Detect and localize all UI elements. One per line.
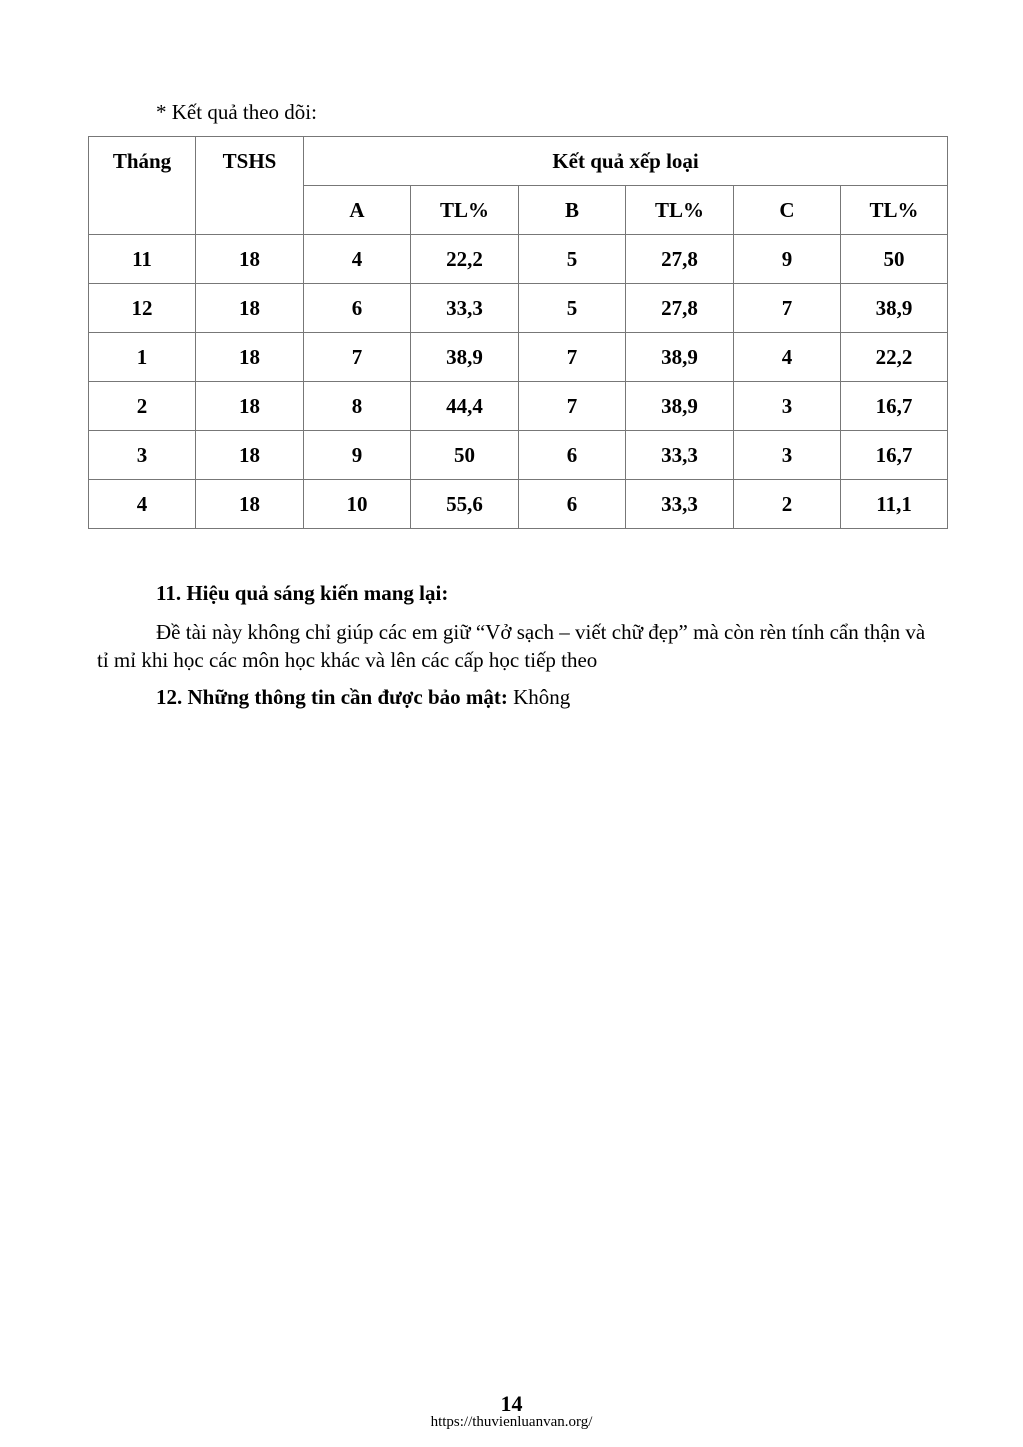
cell-a-percent: 38,9 — [411, 333, 519, 382]
table-row — [89, 480, 948, 529]
cell-a: 7 — [304, 333, 411, 382]
cell-b: 5 — [519, 235, 626, 284]
cell-b: 7 — [519, 333, 626, 382]
cell-a-percent: 50 — [411, 431, 519, 480]
cell-b-percent: 38,9 — [626, 382, 734, 431]
section-11-body: Đề tài này không chỉ giúp các em giữ “Vở sạch – viết chữ đẹp” mà còn rèn tính cẩn thận và tỉ mỉ khi học các môn học khác và lên các cấp học tiếp theo — [97, 620, 926, 672]
section-12 — [156, 684, 570, 710]
section-11-heading: 11. Hiệu quả sáng kiến mang lại: — [156, 581, 449, 605]
section-12-value: Không — [507, 685, 571, 709]
header-total-students: TSHS — [196, 137, 304, 235]
table-row — [89, 382, 948, 431]
cell-b: 6 — [519, 480, 626, 529]
cell-b: 5 — [519, 284, 626, 333]
cell-c-percent: 11,1 — [841, 480, 948, 529]
cell-c-percent: 16,7 — [841, 382, 948, 431]
cell-c: 9 — [734, 235, 841, 284]
cell-a: 10 — [304, 480, 411, 529]
cell-c: 3 — [734, 382, 841, 431]
cell-b-percent: 33,3 — [626, 480, 734, 529]
table-row — [89, 235, 948, 284]
footer-url: https://thuvienluanvan.org/ — [430, 1414, 593, 1430]
cell-month: 2 — [89, 382, 196, 431]
section-12-heading: 12. Những thông tin cần được bảo mật: — [156, 685, 508, 709]
cell-a-percent: 22,2 — [411, 235, 519, 284]
cell-c: 4 — [734, 333, 841, 382]
cell-total: 18 — [196, 431, 304, 480]
table-row — [89, 284, 948, 333]
results-table — [88, 136, 948, 529]
cell-month: 1 — [89, 333, 196, 382]
cell-c-percent: 16,7 — [841, 431, 948, 480]
cell-a-percent: 33,3 — [411, 284, 519, 333]
cell-b: 7 — [519, 382, 626, 431]
table-row — [89, 333, 948, 382]
cell-a: 6 — [304, 284, 411, 333]
subheader-c: C — [734, 186, 841, 235]
cell-total: 18 — [196, 333, 304, 382]
subheader-a-percent: TL% — [411, 186, 519, 235]
table-caption: * Kết quả theo dõi: — [156, 100, 317, 124]
cell-a: 9 — [304, 431, 411, 480]
table-header-row — [89, 137, 948, 186]
header-classification-group: Kết quả xếp loại — [304, 137, 948, 186]
cell-total: 18 — [196, 284, 304, 333]
cell-b-percent: 38,9 — [626, 333, 734, 382]
cell-a-percent: 55,6 — [411, 480, 519, 529]
page-number: 14 — [500, 1391, 523, 1416]
cell-b-percent: 27,8 — [626, 235, 734, 284]
cell-b-percent: 27,8 — [626, 284, 734, 333]
cell-c-percent: 50 — [841, 235, 948, 284]
cell-month: 11 — [89, 235, 196, 284]
cell-a: 8 — [304, 382, 411, 431]
cell-total: 18 — [196, 235, 304, 284]
cell-c: 7 — [734, 284, 841, 333]
cell-b-percent: 33,3 — [626, 431, 734, 480]
table-row — [89, 431, 948, 480]
cell-a-percent: 44,4 — [411, 382, 519, 431]
cell-c-percent: 38,9 — [841, 284, 948, 333]
cell-total: 18 — [196, 382, 304, 431]
subheader-b-percent: TL% — [626, 186, 734, 235]
cell-month: 4 — [89, 480, 196, 529]
cell-c-percent: 22,2 — [841, 333, 948, 382]
header-month: Tháng — [89, 137, 196, 235]
subheader-c-percent: TL% — [841, 186, 948, 235]
cell-month: 3 — [89, 431, 196, 480]
cell-b: 6 — [519, 431, 626, 480]
cell-c: 3 — [734, 431, 841, 480]
cell-c: 2 — [734, 480, 841, 529]
subheader-a: A — [304, 186, 411, 235]
subheader-b: B — [519, 186, 626, 235]
cell-a: 4 — [304, 235, 411, 284]
cell-month: 12 — [89, 284, 196, 333]
cell-total: 18 — [196, 480, 304, 529]
